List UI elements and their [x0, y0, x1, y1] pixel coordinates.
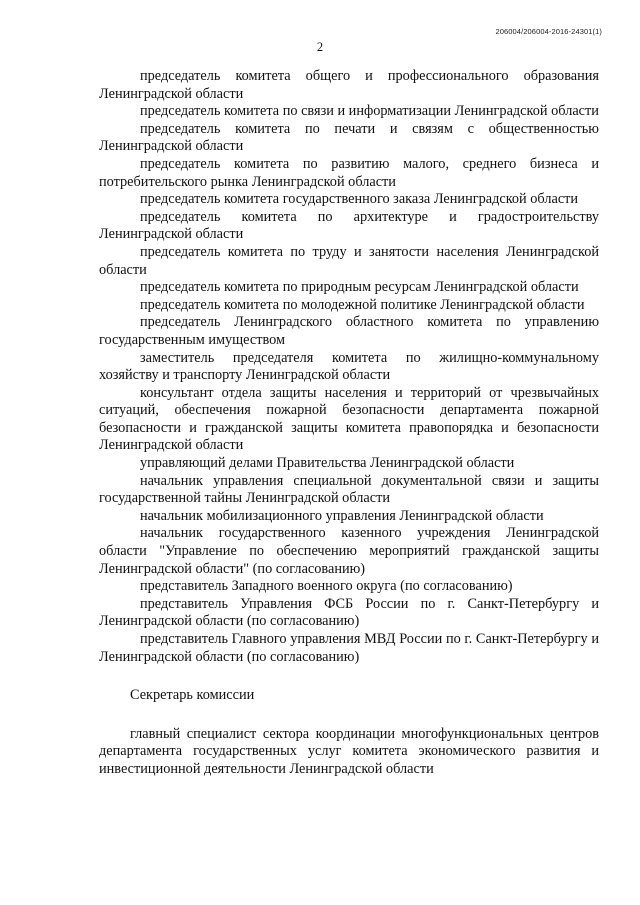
member-entry: председатель комитета по молодежной политике Ленинградской области [140, 296, 585, 313]
member-entry: председатель комитета по печати и связям с общественностью Ленинградской области [99, 120, 599, 155]
document-body [99, 68, 599, 793]
secretary-entry: главный специалист сектора координации многофункциональных центров департамента государственных услуг комитета экономического развития и инвестиционной деятельности Ленинградской области [99, 725, 599, 777]
member-entry: представитель Управления ФСБ России по г. Санкт-Петербургу и Ленинградской области (по согласованию) [99, 595, 599, 630]
member-entry: председатель комитета по природным ресурсам Ленинградской области [140, 279, 579, 296]
member-entry: председатель комитета по труду и занятости населения Ленинградской области [99, 243, 599, 278]
document-id: 206004/206004-2016-24301(1) [495, 27, 602, 36]
member-entry: управляющий делами Правительства Ленинградской области [140, 455, 515, 472]
member-entry: председатель комитета по связи и информатизации Ленинградской области [140, 103, 599, 120]
member-entry: представитель Главного управления МВД России по г. Санкт-Петербургу и Ленинградской области (по согласованию) [99, 631, 599, 665]
member-entry: председатель комитета по архитектуре и градостроительству Ленинградской области [99, 208, 599, 243]
member-entry: начальник мобилизационного управления Ленинградской области [140, 507, 544, 524]
member-entry: председатель комитета общего и профессионального образования Ленинградской области [99, 68, 599, 102]
page-number: 2 [316, 40, 324, 54]
member-entry: председатель комитета государственного заказа Ленинградской области [140, 191, 579, 208]
member-entry: председатель комитета по развитию малого, среднего бизнеса и потребительского рынка Ленинградской области [99, 155, 599, 190]
secretary-heading: Секретарь комиссии [130, 687, 255, 704]
member-entry: заместитель председателя комитета по жилищно-коммунальному хозяйству и транспорту Ленинградской области [99, 349, 599, 384]
member-entry: консультант отдела защиты населения и территорий от чрезвычайных ситуаций, обеспечения пожарной безопасности департамента пожарной безопасности и гражданской защиты комитета правопорядка и безопасности Ленинградской области [99, 384, 599, 454]
member-entry: председатель Ленинградского областного комитета по управлению государственным имуществом [99, 314, 599, 348]
member-entry: начальник управления специальной документальной связи и защиты государственной тайны Ленинградской области [99, 472, 599, 507]
member-entry: представитель Западного военного округа (по согласованию) [140, 578, 513, 595]
member-entry: начальник государственного казенного учреждения Ленинградской области "Управление по обеспечению мероприятий гражданской защиты Ленинградской области" (по согласованию) [99, 525, 599, 577]
